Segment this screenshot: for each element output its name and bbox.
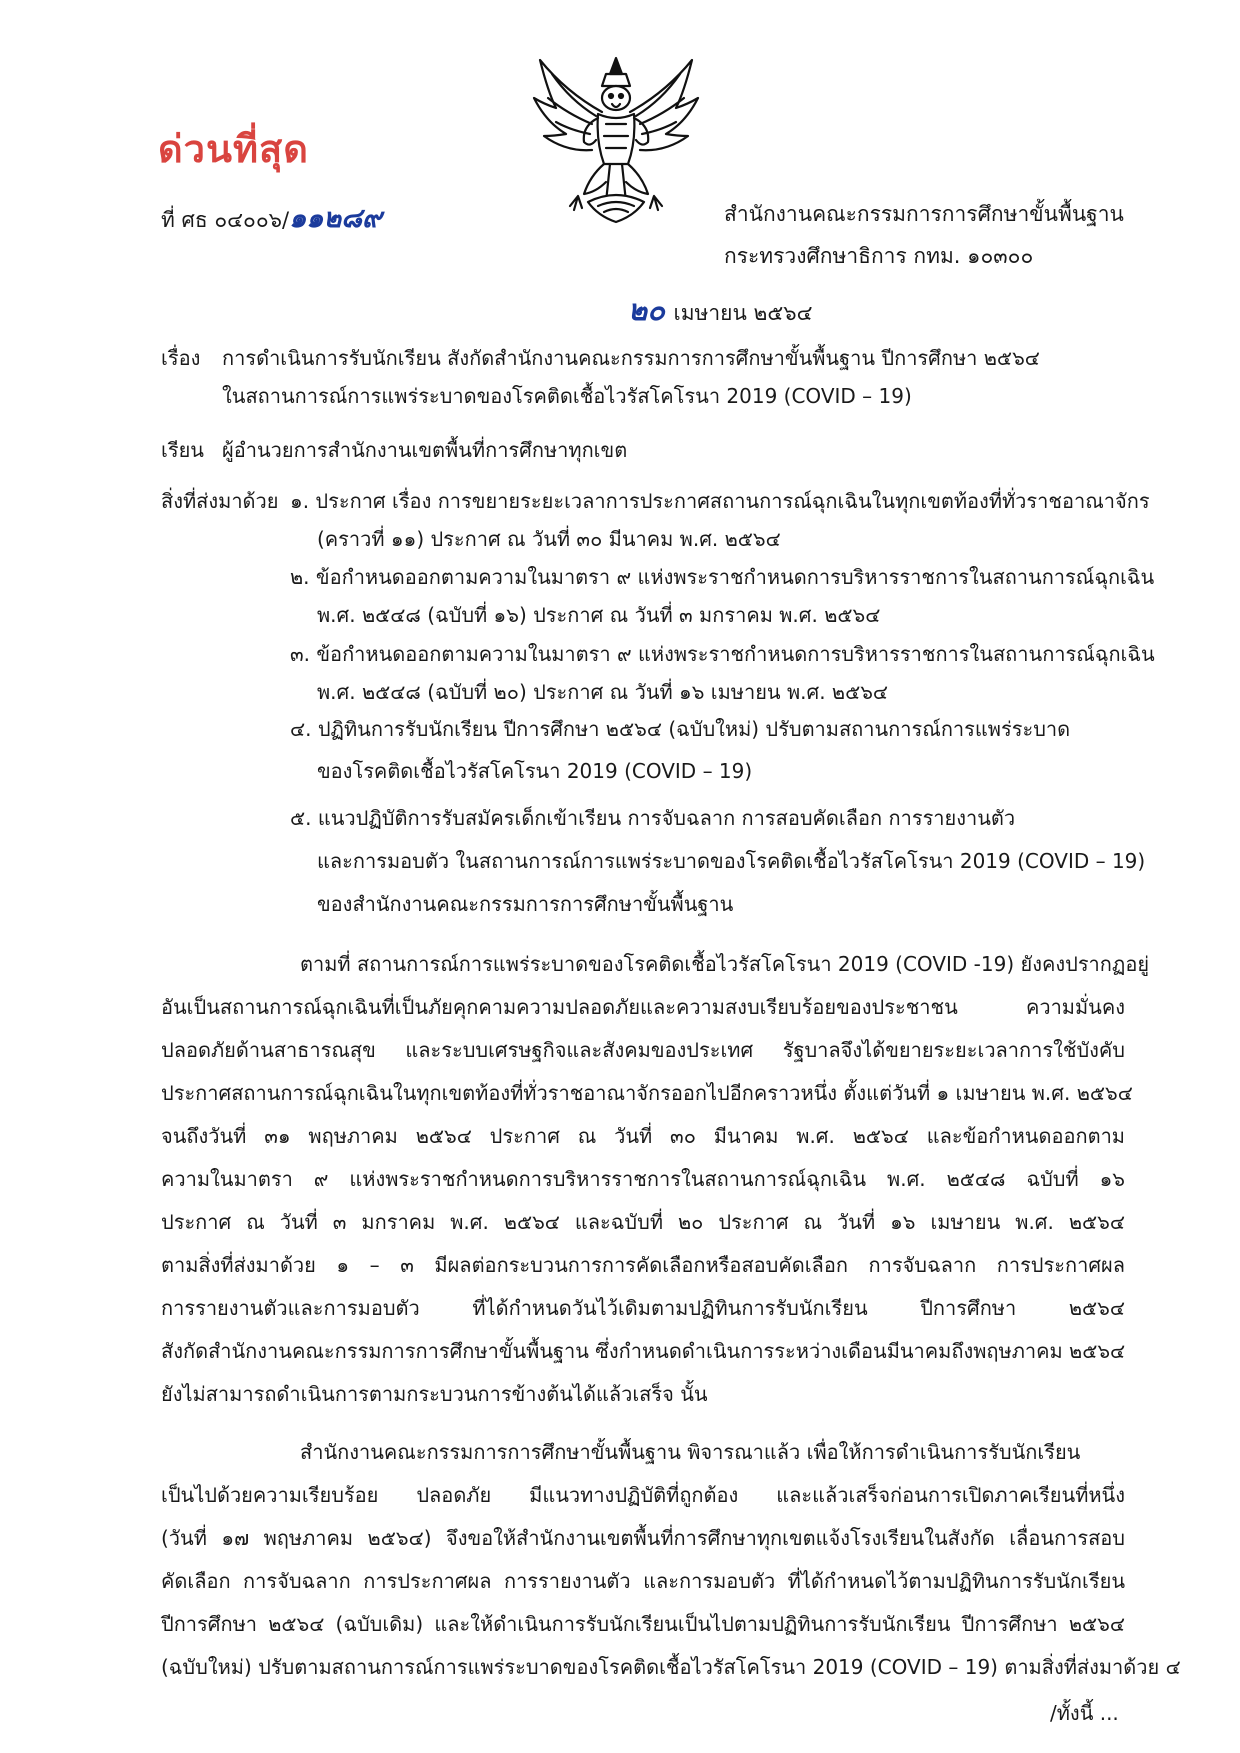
attachment-4-line-2: ของโรคติดเชื้อไวรัสโคโรนา 2019 (COVID – 19) [317,759,753,783]
paragraph-1-line-5: จนถึงวันที่ ๓๑ พฤษภาคม ๒๕๖๔ ประกาศ ณ วันที่ ๓๐ มีนาคม พ.ศ. ๒๕๖๔ และข้อกำหนดออกตาม [161,1124,1125,1148]
paragraph-1-line-4: ประกาศสถานการณ์ฉุกเฉินในทุกเขตท้องที่ทั่วราชอาณาจักรออกไปอีกคราวหนึ่ง ตั้งแต่วันที่ ๑ เมษายน พ.ศ. ๒๕๖๔ [161,1081,1133,1105]
paragraph-1-line-9: การรายงานตัวและการมอบตัว ที่ได้กำหนดวันไว้เดิมตามปฏิทินการรับนักเรียน ปีการศึกษา ๒๕๖๔ [161,1296,1125,1320]
attachment-5-line-3: ของสำนักงานคณะกรรมการการศึกษาขั้นพื้นฐาน [317,892,734,916]
attachment-1-line-1: ๑. ประกาศ เรื่อง การขยายระยะเวลาการประกาศสถานการณ์ฉุกเฉินในทุกเขตท้องที่ทั่วราชอาณาจักร [290,489,1150,513]
date-day-handwritten: ๒๐ [628,293,665,327]
document-number [161,196,382,239]
attachment-2-line-1: ๒. ข้อกำหนดออกตามความในมาตรา ๙ แห่งพระราชกำหนดการบริหารราชการในสถานการณ์ฉุกเฉิน [290,565,1155,589]
continuation-marker: /ทั้งนี้ ... [1050,1701,1119,1725]
attachment-4-line-1: ๔. ปฏิทินการรับนักเรียน ปีการศึกษา ๒๕๖๔ (ฉบับใหม่) ปรับตามสถานการณ์การแพร่ระบาด [290,717,1071,741]
attachment-5-line-2: และการมอบตัว ในสถานการณ์การแพร่ระบาดของโรคติดเชื้อไวรัสโคโรนา 2019 (COVID – 19) [317,849,1146,873]
attachments-label: สิ่งที่ส่งมาด้วย [161,489,279,513]
paragraph-1-line-11: ยังไม่สามารถดำเนินการตามกระบวนการข้างต้นได้แล้วเสร็จ นั้น [161,1382,708,1406]
issuing-ministry: กระทรวงศึกษาธิการ กทม. ๑๐๓๐๐ [724,244,1034,268]
paragraph-2-line-5: ปีการศึกษา ๒๕๖๔ (ฉบับเดิม) และให้ดำเนินการรับนักเรียนเป็นไปตามปฏิทินการรับนักเรียน ปีการศึกษา ๒๕๖๔ [161,1612,1125,1636]
attachment-3-line-1: ๓. ข้อกำหนดออกตามความในมาตรา ๙ แห่งพระราชกำหนดการบริหารราชการในสถานการณ์ฉุกเฉิน [290,642,1155,666]
urgency-stamp: ด่วนที่สุด [158,127,309,171]
subject-label: เรื่อง [161,346,201,370]
issuing-office: สำนักงานคณะกรรมการการศึกษาขั้นพื้นฐาน [724,202,1124,226]
paragraph-2-line-6: (ฉบับใหม่) ปรับตามสถานการณ์การแพร่ระบาดของโรคติดเชื้อไวรัสโคโรนา 2019 (COVID – 19) ตามสิ่งที่ส่งมาด้วย ๔ [161,1655,1181,1679]
recipient-label: เรียน [161,438,204,462]
paragraph-2-line-4: คัดเลือก การจับฉลาก การประกาศผล การรายงานตัว และการมอบตัว ที่ได้กำหนดไว้ตามปฏิทินการรับนักเรียน [161,1569,1125,1593]
paragraph-2-line-3: (วันที่ ๑๗ พฤษภาคม ๒๕๖๔) จึงขอให้สำนักงานเขตพื้นที่การศึกษาทุกเขตแจ้งโรงเรียนในสังกัด เลื่อนการสอบ [161,1526,1125,1550]
attachment-5-line-1: ๕. แนวปฏิบัติการรับสมัครเด็กเข้าเรียน การจับฉลาก การสอบคัดเลือก การรายงานตัว [290,806,1016,830]
document-date [628,287,812,333]
paragraph-1-line-6: ความในมาตรา ๙ แห่งพระราชกำหนดการบริหารราชการในสถานการณ์ฉุกเฉิน พ.ศ. ๒๕๔๘ ฉบับที่ ๑๖ [161,1167,1125,1191]
attachment-3-line-2: พ.ศ. ๒๕๔๘ (ฉบับที่ ๒๐) ประกาศ ณ วันที่ ๑๖ เมษายน พ.ศ. ๒๕๖๔ [317,680,889,704]
document-number-prefix: ที่ ศธ ๐๔๐๐๖/ [161,208,290,232]
paragraph-1-line-1: ตามที่ สถานการณ์การแพร่ระบาดของโรคติดเชื้อไวรัสโคโรนา 2019 (COVID -19) ยังคงปรากฏอยู่ [300,952,1150,976]
paragraph-1-line-2: อันเป็นสถานการณ์ฉุกเฉินที่เป็นภัยคุกคามความปลอดภัยและความสงบเรียบร้อยของประชาชน ความมั่นคง [161,995,1125,1019]
attachment-2-line-2: พ.ศ. ๒๕๔๘ (ฉบับที่ ๑๖) ประกาศ ณ วันที่ ๓ มกราคม พ.ศ. ๒๕๖๔ [317,603,881,627]
paragraph-2-line-2: เป็นไปด้วยความเรียบร้อย ปลอดภัย มีแนวทางปฏิบัติที่ถูกต้อง และแล้วเสร็จก่อนการเปิดภาคเรียนที่หนึ่ง [161,1483,1125,1507]
paragraph-1-line-10: สังกัดสำนักงานคณะกรรมการการศึกษาขั้นพื้นฐาน ซึ่งกำหนดดำเนินการระหว่างเดือนมีนาคมถึงพฤษภาคม ๒๕๖๔ [161,1339,1126,1363]
recipient-text: ผู้อำนวยการสำนักงานเขตพื้นที่การศึกษาทุกเขต [222,438,628,462]
garuda-emblem-icon [526,52,706,232]
paragraph-2-line-1: สำนักงานคณะกรรมการการศึกษาขั้นพื้นฐาน พิจารณาแล้ว เพื่อให้การดำเนินการรับนักเรียน [300,1440,1081,1464]
paragraph-1-line-3: ปลอดภัยด้านสาธารณสุข และระบบเศรษฐกิจและสังคมของประเทศ รัฐบาลจึงได้ขยายระยะเวลาการใช้บังคับ [161,1038,1125,1062]
paragraph-1-line-7: ประกาศ ณ วันที่ ๓ มกราคม พ.ศ. ๒๕๖๔ และฉบับที่ ๒๐ ประกาศ ณ วันที่ ๑๖ เมษายน พ.ศ. ๒๕๖๔ [161,1210,1125,1234]
paragraph-1-line-8: ตามสิ่งที่ส่งมาด้วย ๑ – ๓ มีผลต่อกระบวนการการคัดเลือกหรือสอบคัดเลือก การจับฉลาก การประกาศผล [161,1253,1125,1277]
document-number-handwritten: ๑๑๒๘๙ [289,203,382,234]
attachment-1-line-2: (คราวที่ ๑๑) ประกาศ ณ วันที่ ๓๐ มีนาคม พ.ศ. ๒๕๖๔ [317,527,781,551]
date-month-year: เมษายน ๒๕๖๔ [673,301,813,325]
subject-line-2: ในสถานการณ์การแพร่ระบาดของโรคติดเชื้อไวรัสโคโรนา 2019 (COVID – 19) [222,384,912,408]
subject-line-1: การดำเนินการรับนักเรียน สังกัดสำนักงานคณะกรรมการการศึกษาขั้นพื้นฐาน ปีการศึกษา ๒๕๖๔ [222,346,1040,370]
